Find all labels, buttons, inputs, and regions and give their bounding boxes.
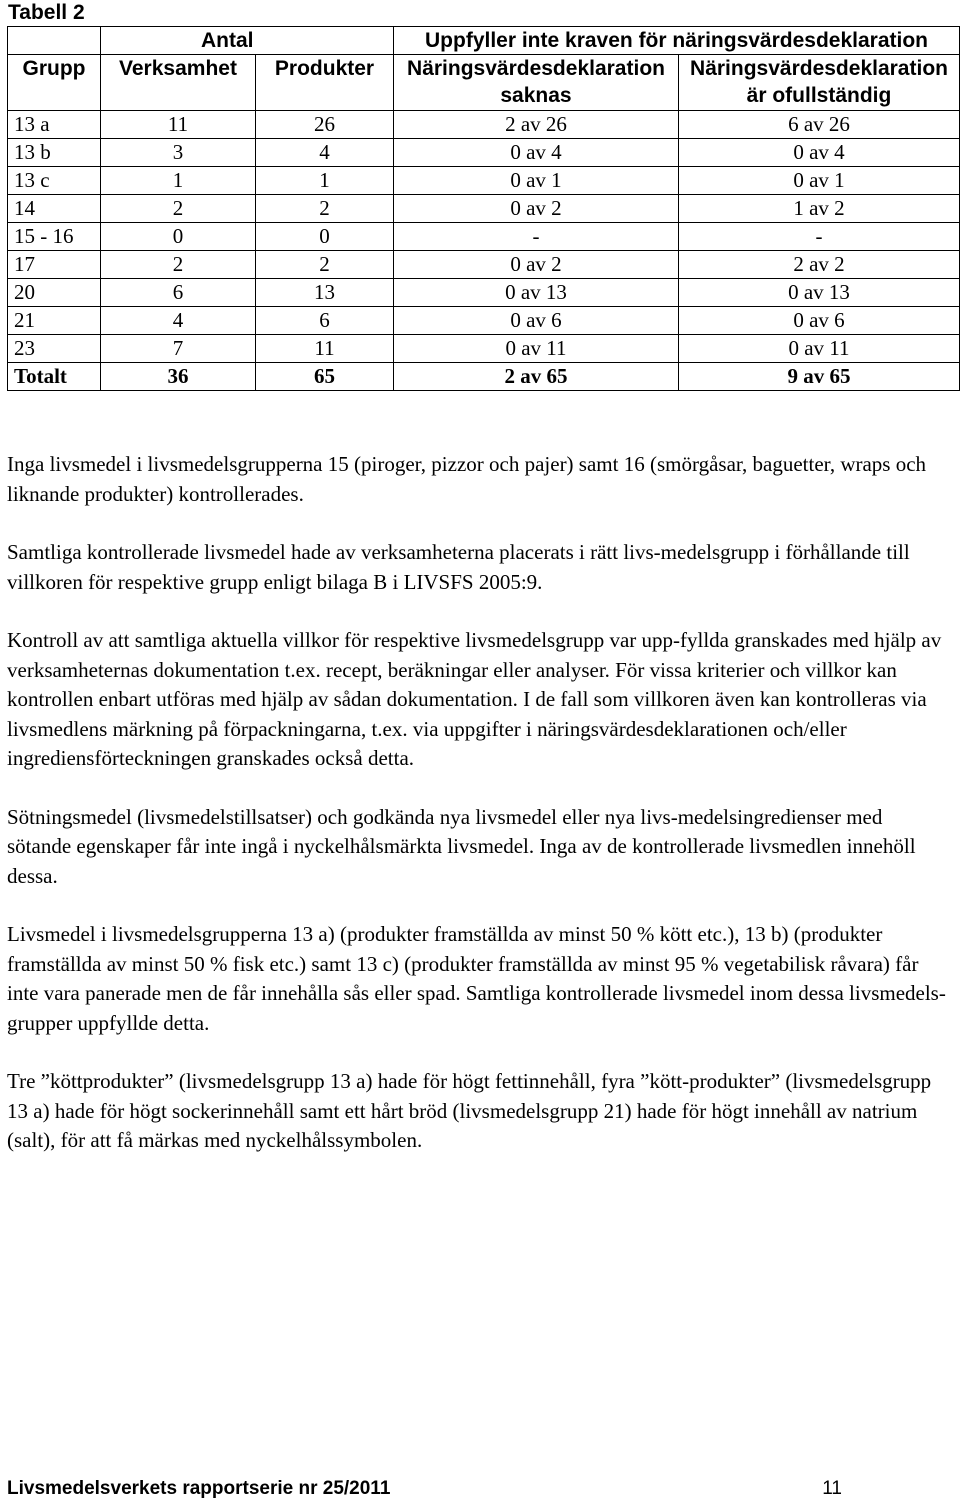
cell-grupp: 13 b xyxy=(8,139,101,167)
cell-saknas: 0 av 1 xyxy=(394,167,679,195)
cell-ofullstandig: 0 av 6 xyxy=(679,307,960,335)
cell-verksamhet: 2 xyxy=(101,251,256,279)
table-row xyxy=(8,307,960,335)
page-footer xyxy=(7,1478,842,1500)
cell-produkter: 6 xyxy=(256,307,394,335)
cell-saknas: 0 av 2 xyxy=(394,195,679,223)
cell-verksamhet: 6 xyxy=(101,279,256,307)
cell-saknas: 0 av 4 xyxy=(394,139,679,167)
header-saknas: Näringsvärdesdeklaration saknas xyxy=(394,55,679,111)
table-row xyxy=(8,335,960,363)
cell-verksamhet: 7 xyxy=(101,335,256,363)
paragraph-deviations: Tre ”köttprodukter” (livsmedelsgrupp 13 a) hade för högt fettinnehåll, fyra ”kött-produkter” (livsmedelsgrupp 13 a) hade för högt sockerinnehåll samt ett hårt bröd (livsmedelsgrupp 21) hade för högt innehåll av natrium (salt), för att få märkas med nyckelhålssymbolen. xyxy=(7,1069,932,1152)
total-grupp: Totalt xyxy=(8,363,101,391)
table-total-row xyxy=(8,363,960,391)
cell-ofullstandig: 6 av 26 xyxy=(679,111,960,139)
table-row xyxy=(8,167,960,195)
paragraph-control-method: Kontroll av att samtliga aktuella villkor för respektive livsmedelsgrupp var upp-fyllda granskades med hjälp av verksamheternas dokumentation t.ex. recept, beräkningar eller analyser. För vissa kriterier och villkor kan kontrollen enbart utföras med hjälp av sådan dokumentation. I de fall som villkoren även kan kontrolleras via livsmedlens märkning på förpackningarna, t.ex. via uppgifter i näringsvärdesdeklarationen och/eller ingrediensförteckningen granskades också detta. xyxy=(7,628,942,770)
body-text xyxy=(7,450,947,1185)
table-header-top-row xyxy=(8,27,960,55)
cell-saknas: 0 av 13 xyxy=(394,279,679,307)
table-row xyxy=(8,195,960,223)
cell-ofullstandig: 0 av 1 xyxy=(679,167,960,195)
cell-grupp: 21 xyxy=(8,307,101,335)
cell-verksamhet: 0 xyxy=(101,223,256,251)
header-verksamhet: Verksamhet xyxy=(101,55,256,111)
paragraph-sweeteners: Sötningsmedel (livsmedelstillsatser) och godkända nya livsmedel eller nya livs-medelsingredienser med sötande egenskaper får inte ingå i nyckelhålsmärkta livsmedel. Inga av de kontrollerade livsmedlen innehöll dessa. xyxy=(7,804,916,888)
cell-verksamhet: 11 xyxy=(101,111,256,139)
table-row xyxy=(8,279,960,307)
header-uppfyller: Uppfyller inte kraven för näringsvärdesdeklaration xyxy=(394,27,960,55)
cell-produkter: 26 xyxy=(256,111,394,139)
cell-ofullstandig: 0 av 4 xyxy=(679,139,960,167)
cell-ofullstandig: - xyxy=(679,223,960,251)
cell-ofullstandig: 2 av 2 xyxy=(679,251,960,279)
data-table xyxy=(7,26,960,391)
cell-produkter: 2 xyxy=(256,251,394,279)
cell-ofullstandig: 0 av 11 xyxy=(679,335,960,363)
cell-produkter: 13 xyxy=(256,279,394,307)
table-caption: Tabell 2 xyxy=(8,1,85,24)
cell-saknas: 2 av 26 xyxy=(394,111,679,139)
footer-series: Livsmedelsverkets rapportserie nr 25/2011 xyxy=(7,1478,391,1499)
cell-grupp: 13 c xyxy=(8,167,101,195)
cell-produkter: 0 xyxy=(256,223,394,251)
cell-grupp: 13 a xyxy=(8,111,101,139)
cell-grupp: 14 xyxy=(8,195,101,223)
cell-grupp: 15 - 16 xyxy=(8,223,101,251)
total-ofullstandig: 9 av 65 xyxy=(679,363,960,391)
table-row xyxy=(8,251,960,279)
cell-grupp: 17 xyxy=(8,251,101,279)
cell-ofullstandig: 1 av 2 xyxy=(679,195,960,223)
cell-verksamhet: 2 xyxy=(101,195,256,223)
paragraph-uncontrolled-groups: Inga livsmedel i livsmedelsgrupperna 15 (piroger, pizzor och pajer) samt 16 (smörgåsar, baguetter, wraps och liknande produkter) kontrollerades. xyxy=(7,452,927,506)
cell-saknas: 0 av 11 xyxy=(394,335,679,363)
total-produkter: 65 xyxy=(256,363,394,391)
cell-grupp: 20 xyxy=(8,279,101,307)
header-grupp: Grupp xyxy=(8,55,101,111)
cell-produkter: 2 xyxy=(256,195,394,223)
cell-saknas: - xyxy=(394,223,679,251)
cell-verksamhet: 4 xyxy=(101,307,256,335)
table-header-main-row xyxy=(8,55,960,111)
cell-saknas: 0 av 2 xyxy=(394,251,679,279)
cell-produkter: 4 xyxy=(256,139,394,167)
cell-verksamhet: 3 xyxy=(101,139,256,167)
header-empty-cell xyxy=(8,27,101,55)
total-verksamhet: 36 xyxy=(101,363,256,391)
total-saknas: 2 av 65 xyxy=(394,363,679,391)
table-row xyxy=(8,223,960,251)
cell-grupp: 23 xyxy=(8,335,101,363)
cell-verksamhet: 1 xyxy=(101,167,256,195)
cell-saknas: 0 av 6 xyxy=(394,307,679,335)
paragraph-group-placement: Samtliga kontrollerade livsmedel hade av verksamheterna placerats i rätt livs-medelsgrupp i förhållande till villkoren för respektive grupp enligt bilaga B i LIVSFS 2005:9. xyxy=(7,540,910,594)
header-ofullstandig: Näringsvärdesdeklaration är ofullständig xyxy=(679,55,960,111)
cell-produkter: 1 xyxy=(256,167,394,195)
table-row xyxy=(8,139,960,167)
footer-page-number: 11 xyxy=(822,1478,842,1499)
paragraph-breading: Livsmedel i livsmedelsgrupperna 13 a) (produkter framställda av minst 50 % kött etc.), 13 b) (produkter framställda av minst 50 % fisk etc.) samt 13 c) (produkter framställda av minst 95 % vegetabilisk råvara) får inte vara panerade men de får innehålla sås eller spad. Samtliga kontrollerade livsmedel inom dessa livsmedels-grupper uppfyllde detta. xyxy=(7,922,946,1035)
table-row xyxy=(8,111,960,139)
header-produkter: Produkter xyxy=(256,55,394,111)
cell-produkter: 11 xyxy=(256,335,394,363)
header-antal: Antal xyxy=(101,27,394,55)
cell-ofullstandig: 0 av 13 xyxy=(679,279,960,307)
